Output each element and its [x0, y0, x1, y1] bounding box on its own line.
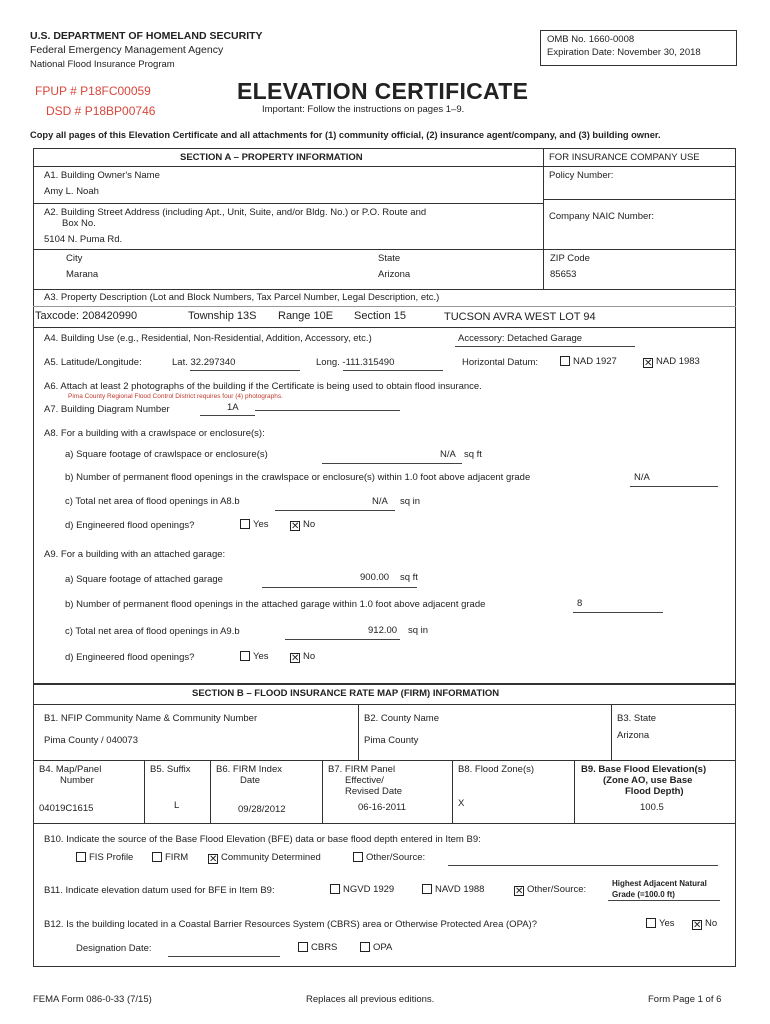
b11-other-checkbox[interactable]: ✕ Other/Source: [515, 884, 587, 897]
zip-value[interactable]: 85653 [550, 269, 577, 280]
a8c-unit: sq in [400, 496, 421, 507]
opa-checkbox[interactable]: OPA [360, 942, 392, 953]
b8-value[interactable]: X [458, 798, 465, 809]
b12-yes-checkbox[interactable]: Yes [646, 918, 675, 929]
a6-label: A6. Attach at least 2 photographs of the building if the Certificate is being used to obtain flood insurance. [44, 381, 482, 392]
b11-source-line1[interactable]: Highest Adjacent Natural [612, 879, 707, 888]
b10-firm-checkbox[interactable]: FIRM [152, 852, 188, 863]
b11-ngvd-checkbox[interactable]: NGVD 1929 [330, 884, 394, 895]
a9c-label: c) Total net area of flood openings in A9.b [65, 626, 240, 637]
a8d-no-checkbox[interactable]: ✕ No [291, 519, 316, 532]
dsd-number: DSD # P18BP00746 [46, 104, 156, 118]
a9d-label: d) Engineered flood openings? [65, 652, 195, 663]
b4-label-line2: Number [60, 775, 94, 786]
b2-value[interactable]: Pima County [364, 735, 419, 746]
a3-section[interactable]: Section 15 [354, 310, 406, 322]
cbrs-checkbox[interactable]: CBRS [298, 942, 337, 953]
b7-label-line2: Effective/ [345, 775, 384, 786]
a2-label-line1: A2. Building Street Address (including Apt., Unit, Suite, and/or Bldg. No.) or P.O. Route and [44, 207, 427, 218]
b9-label-line3: Flood Depth) [625, 786, 684, 797]
b10-other-checkbox[interactable]: Other/Source: [353, 852, 425, 863]
a7-label: A7. Building Diagram Number [44, 404, 170, 415]
a7-value[interactable]: 1A [227, 402, 239, 413]
a3-range[interactable]: Range 10E [278, 310, 334, 322]
b9-value[interactable]: 100.5 [640, 802, 664, 813]
section-b-title: SECTION B – FLOOD INSURANCE RATE MAP (FIRM) INFORMATION [192, 688, 500, 699]
a8b-label: b) Number of permanent flood openings in the crawlspace or enclosure(s) within 1.0 foot above adjacent grade [65, 472, 531, 483]
b10-community-checkbox[interactable]: ✕ Community Determined [209, 852, 321, 865]
a3-lot[interactable]: TUCSON AVRA WEST LOT 94 [444, 311, 596, 323]
nad-1927-checkbox[interactable]: NAD 1927 [560, 356, 617, 367]
a9d-no-checkbox[interactable]: ✕ No [291, 651, 316, 664]
page-number: Form Page 1 of 6 [648, 994, 722, 1005]
b11-label: B11. Indicate elevation datum used for BFE in Item B9: [44, 885, 275, 896]
b4-value[interactable]: 04019C1615 [39, 803, 94, 814]
a9d-yes-checkbox[interactable]: Yes [240, 651, 269, 662]
b11-navd-checkbox[interactable]: NAVD 1988 [422, 884, 484, 895]
a6-photo-note: Pima County Regional Flood Control District requires four (4) photographs. [68, 393, 283, 400]
city-label: City [66, 253, 83, 264]
nad-1983-checkbox[interactable]: ✕ NAD 1983 [644, 356, 700, 369]
a5-latitude[interactable]: Lat. 32.297340 [172, 357, 236, 368]
policy-number-label: Policy Number: [549, 170, 614, 181]
expiration-date: Expiration Date: November 30, 2018 [547, 47, 701, 58]
a9c-unit: sq in [408, 625, 429, 636]
b7-value[interactable]: 06-16-2011 [358, 802, 406, 813]
city-value[interactable]: Marana [66, 269, 99, 280]
section-a-title: SECTION A – PROPERTY INFORMATION [180, 152, 363, 163]
b10-label: B10. Indicate the source of the Base Flood Elevation (BFE) data or base flood depth entered in Item B9: [44, 834, 481, 845]
a8d-label: d) Engineered flood openings? [65, 520, 195, 531]
a1-value[interactable]: Amy L. Noah [44, 186, 99, 197]
b6-label-line1: B6. FIRM Index [216, 764, 282, 775]
b12-label: B12. Is the building located in a Coastal Barrier Resources System (CBRS) area or Otherwise Protected Area (OPA)? [44, 919, 537, 930]
a8a-value[interactable]: N/A [440, 449, 456, 460]
b9-label-line1: B9. Base Flood Elevation(s) [581, 764, 707, 775]
b5-label: B5. Suffix [150, 764, 191, 775]
a2-label-line2: Box No. [62, 218, 96, 229]
state-label: State [378, 253, 401, 264]
a5-label: A5. Latitude/Longitude: [44, 357, 142, 368]
a3-township[interactable]: Township 13S [188, 310, 257, 322]
b8-label: B8. Flood Zone(s) [458, 764, 535, 775]
a8-label: A8. For a building with a crawlspace or enclosure(s): [44, 428, 265, 439]
dept-name: U.S. DEPARTMENT OF HOMELAND SECURITY [30, 30, 263, 42]
a8d-yes-checkbox[interactable]: Yes [240, 519, 269, 530]
b7-label-line3: Revised Date [345, 786, 403, 797]
a1-label: A1. Building Owner's Name [44, 170, 160, 181]
b3-value[interactable]: Arizona [617, 730, 650, 741]
b1-value[interactable]: Pima County / 040073 [44, 735, 139, 746]
a4-value[interactable]: Accessory: Detached Garage [458, 333, 583, 344]
b7-label-line1: B7. FIRM Panel [328, 764, 396, 775]
b9-label-line2: (Zone AO, use Base [603, 775, 693, 786]
designation-date-label: Designation Date: [76, 943, 152, 954]
a9b-label: b) Number of permanent flood openings in the attached garage within 1.0 foot above adjacent grade [65, 599, 486, 610]
b10-fis-checkbox[interactable]: FIS Profile [76, 852, 133, 863]
omb-number: OMB No. 1660-0008 [547, 34, 635, 45]
b6-value[interactable]: 09/28/2012 [238, 804, 286, 815]
insurance-use-title: FOR INSURANCE COMPANY USE [549, 152, 700, 163]
zip-label: ZIP Code [550, 253, 590, 264]
a2-value[interactable]: 5104 N. Puma Rd. [44, 234, 123, 245]
agency-name: Federal Emergency Management Agency [30, 44, 224, 56]
a3-taxcode[interactable]: Taxcode: 208420990 [35, 310, 138, 322]
b2-label: B2. County Name [364, 713, 439, 724]
a3-label: A3. Property Description (Lot and Block Numbers, Tax Parcel Number, Legal Description, etc.) [44, 292, 440, 303]
page-title: ELEVATION CERTIFICATE [237, 78, 529, 104]
form-number: FEMA Form 086-0-33 (7/15) [33, 994, 152, 1005]
a5-datum-label: Horizontal Datum: [462, 357, 539, 368]
a8c-value[interactable]: N/A [372, 496, 388, 507]
a9a-label: a) Square footage of attached garage [65, 574, 223, 585]
b12-no-checkbox[interactable]: ✕ No [693, 918, 718, 931]
b11-source-line2[interactable]: Grade (=100.0 ft) [612, 890, 675, 899]
important-note: Important: Follow the instructions on pages 1–9. [262, 104, 465, 115]
a5-longitude[interactable]: Long. -111.315490 [316, 357, 395, 368]
a9-label: A9. For a building with an attached garage: [44, 549, 226, 560]
a9b-value[interactable]: 8 [577, 598, 583, 609]
copy-note: Copy all pages of this Elevation Certificate and all attachments for (1) community official, (2) insurance agent/company, and (3) building owner. [30, 130, 661, 140]
fpup-number: FPUP # P18FC00059 [35, 84, 151, 98]
b4-label-line1: B4. Map/Panel [39, 764, 102, 775]
b6-label-line2: Date [240, 775, 261, 786]
a9a-unit: sq ft [400, 572, 418, 583]
a8b-value[interactable]: N/A [634, 472, 650, 483]
program-name: National Flood Insurance Program [30, 59, 175, 70]
a9a-value[interactable]: 900.00 [360, 572, 390, 583]
b1-label: B1. NFIP Community Name & Community Number [44, 713, 258, 724]
naic-number-label: Company NAIC Number: [549, 211, 655, 222]
state-value[interactable]: Arizona [378, 269, 411, 280]
a4-label: A4. Building Use (e.g., Residential, Non-Residential, Addition, Accessory, etc.) [44, 333, 372, 344]
a8a-unit: sq ft [464, 449, 482, 460]
replaces-note: Replaces all previous editions. [306, 994, 435, 1005]
a8a-label: a) Square footage of crawlspace or enclosure(s) [65, 449, 268, 460]
b3-label: B3. State [617, 713, 657, 724]
a8c-label: c) Total net area of flood openings in A8.b [65, 496, 240, 507]
a9c-value[interactable]: 912.00 [368, 625, 398, 636]
b5-value[interactable]: L [174, 800, 180, 811]
omb-box [540, 30, 737, 66]
